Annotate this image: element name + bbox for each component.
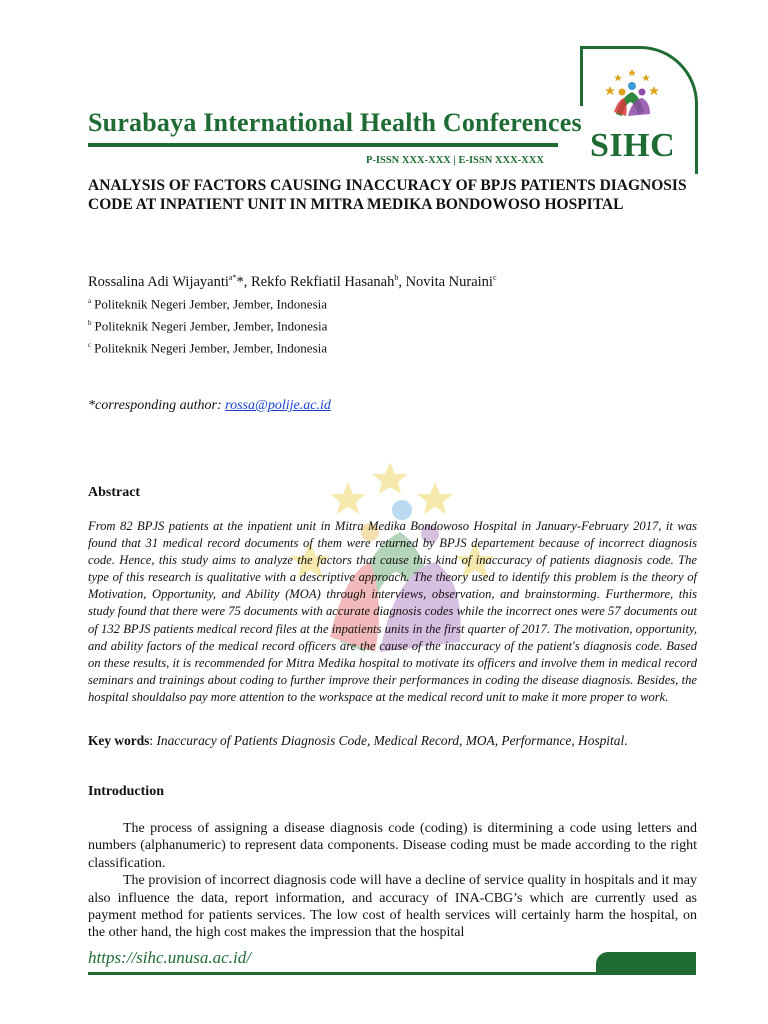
corresponding-email-link[interactable]: rossa@polije.ac.id <box>225 398 331 413</box>
author-sup: c <box>492 273 497 282</box>
introduction-body <box>88 820 697 942</box>
affiliation-item <box>88 336 327 358</box>
conference-title: Surabaya International Health Conferences <box>88 108 582 137</box>
corresponding-label: *corresponding author: <box>88 398 226 413</box>
paper-title: ANALYSIS OF FACTORS CAUSING INACCURACY OF BPJS PATIENTS DIAGNOSIS CODE AT INPATIENT UNIT IN MITRA MEDIKA BONDOWOSO HOSPITAL <box>88 177 687 213</box>
affiliation-sup: c <box>88 340 92 349</box>
introduction-heading: Introduction <box>88 784 164 799</box>
affiliation-item <box>88 292 327 314</box>
abstract-heading: Abstract <box>88 485 141 500</box>
author-name: Rekfo Rekfiatil Hasanah <box>250 273 395 290</box>
author-separator: *, <box>236 273 251 290</box>
affiliation-text: Politeknik Negeri Jember, Jember, Indonesia <box>94 296 328 312</box>
author-name: Novita Nuraini <box>405 273 493 290</box>
keywords-end: . <box>624 733 628 748</box>
keywords-text: Inaccuracy of Patients Diagnosis Code, Medical Record, MOA, Performance, Hospital <box>156 733 625 748</box>
header-divider <box>88 143 558 147</box>
issn-line: P-ISSN XXX-XXX | E-ISSN XXX-XXX <box>366 155 544 166</box>
affiliation-sup: a <box>88 297 92 305</box>
author-sup: b <box>394 273 399 282</box>
author-sup: a* <box>228 273 237 282</box>
paragraph: The process of assigning a disease diagnosis code (coding) is ditermining a code using letters and numbers (alphanumeric) to represent data components. Disease coding must be made according to the right classification. <box>88 821 697 871</box>
corresponding-author <box>88 398 331 414</box>
footer-divider <box>88 972 696 975</box>
paragraph: The provision of incorrect diagnosis code will have a decline of service quality in hospitals and it may also influence the data, report information, and accuracy of INA-CBG’s which are currently used as payment method for patients services. The low cost of health services will certainly harm the hospital, on the other hand, the high cost makes the impression that the hospital <box>88 873 697 941</box>
author-name: Rossalina Adi Wijayanti <box>88 273 229 290</box>
affiliation-sup: b <box>88 318 92 327</box>
keywords-separator: : <box>149 733 157 748</box>
keywords-label: Key words <box>88 733 150 748</box>
sihc-logo-icon <box>600 66 664 122</box>
keywords-line <box>88 733 628 749</box>
affiliation-text: Politeknik Negeri Jember, Jember, Indonesia <box>94 339 328 355</box>
abstract-body: From 82 BPJS patients at the inpatient unit in Mitra Medika Bondowoso Hospital in January-February 2017, it was found that 31 medical record documents of them were returned by BPJS departement because of incorrect diagnosis code. Hence, this study aims to analyze the factors that cause this kind of inaccuracy of patients diagnosis code. The type of this research is qualitative with a descriptive approach. The theory used to identify this problem is the theory of Motivation, Opportunity, and Ability (MOA) through interviews, observation, and brainstorming. Furthermore, this study found that there were 75 documents with accurate diagnosis codes while the incorrect ones were 57 documents out of 132 BPJS patients medical record files at the inpatients units in the first quarter of 2017. The motivation, opportunity, and ability factors of the medical record officers are the cause of the inaccuracy of the patient's diagnosis code. Based on these results, it is recommended for Mitra Medika hospital to motivate its officers and involve them in medical record seminars and trainings about coding to further improve their performances in coding the disease diagnosis. Besides, the hospital shouldalso pay more attention to the workspace at the medical record unit to make it more proper to work. <box>88 519 697 704</box>
affiliation-list <box>88 292 327 357</box>
footer-url-link[interactable]: https://sihc.unusa.ac.id/ <box>88 948 251 967</box>
author-list <box>88 273 497 291</box>
logo-text: SIHC <box>590 127 676 164</box>
affiliation-item <box>88 314 327 336</box>
author-separator: , <box>398 273 406 290</box>
affiliation-text: Politeknik Negeri Jember, Jember, Indonesia <box>94 318 328 334</box>
